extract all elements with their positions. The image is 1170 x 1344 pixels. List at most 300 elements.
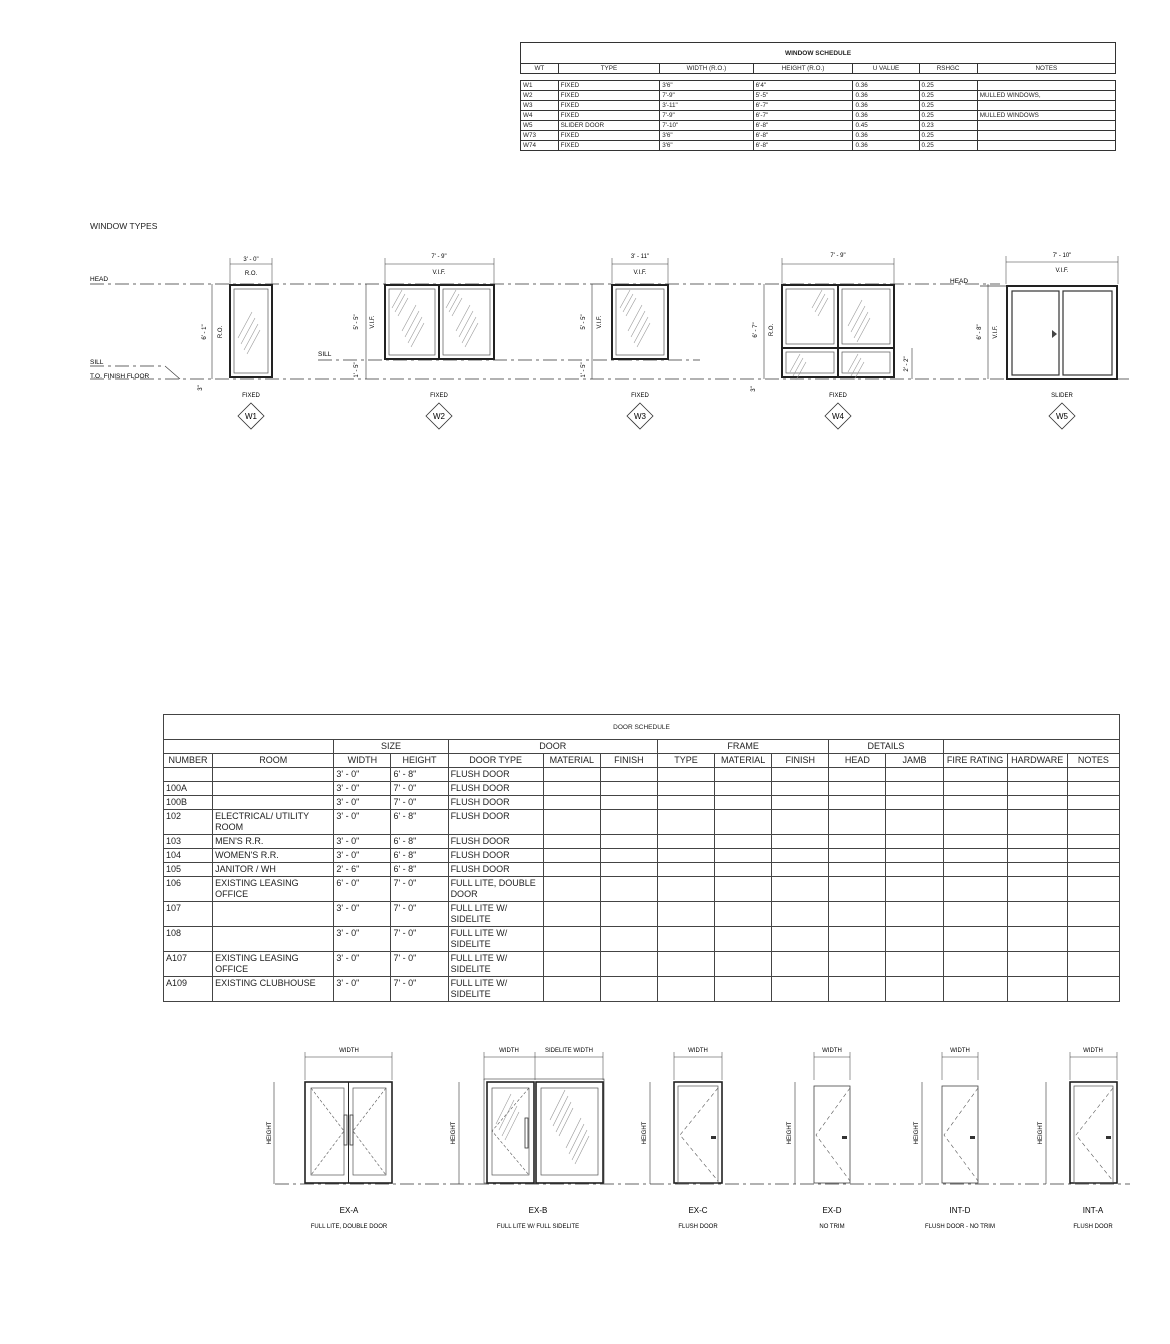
window-schedule-cell: W73: [521, 131, 559, 141]
door-schedule-cell: [1007, 902, 1067, 927]
door-schedule-cell: EXISTING CLUBHOUSE: [213, 977, 334, 1002]
door-schedule-cell: [772, 796, 829, 810]
door-schedule-cell: FLUSH DOOR: [448, 810, 543, 835]
door-schedule-cell: [1067, 902, 1119, 927]
window-schedule-col-header: RSHGC: [919, 64, 977, 74]
int-a-width-label: WIDTH: [1083, 1048, 1103, 1054]
door-type-ex-d: [787, 1048, 850, 1230]
window-schedule-cell: W74: [521, 141, 559, 151]
door-schedule-cell: [1007, 835, 1067, 849]
head-label: HEAD: [90, 276, 109, 283]
door-schedule-col-header: HEIGHT: [391, 754, 448, 768]
door-schedule-cell: [829, 768, 886, 782]
w3-type: FIXED: [631, 393, 649, 399]
door-schedule-cell: [715, 782, 772, 796]
door-schedule-cell: 3' - 0": [334, 782, 391, 796]
door-schedule-cell: 108: [164, 927, 213, 952]
window-w2: [318, 254, 494, 429]
door-schedule-cell: [600, 768, 657, 782]
door-schedule-cell: [1007, 952, 1067, 977]
door-schedule-cell: [543, 835, 600, 849]
window-schedule-cell: 6'-7": [753, 111, 853, 121]
w4-type: FIXED: [829, 393, 847, 399]
door-schedule-cell: [543, 768, 600, 782]
door-schedule-cell: [1067, 835, 1119, 849]
w4-height-dim: 6' - 7": [753, 322, 759, 338]
w2-sill-dim: 1' - 5": [354, 362, 360, 378]
door-schedule-cell: 104: [164, 849, 213, 863]
window-schedule-row: [521, 121, 1116, 131]
door-schedule-cell: [213, 927, 334, 952]
door-schedule-cell: [657, 977, 714, 1002]
window-schedule-cell: W3: [521, 101, 559, 111]
door-schedule-cell: A109: [164, 977, 213, 1002]
door-schedule-cell: 7' - 0": [391, 796, 448, 810]
door-schedule-cell: [829, 835, 886, 849]
door-schedule-cell: [772, 977, 829, 1002]
window-schedule-cell: 6'-8": [753, 131, 853, 141]
w4-sill-dim: 3": [751, 386, 757, 392]
door-schedule-cell: [772, 810, 829, 835]
w3-width-dim: 3' - 11": [630, 254, 650, 260]
door-schedule-cell: [886, 977, 943, 1002]
window-schedule-cell: FIXED: [558, 81, 660, 91]
window-schedule-cell: 5'-5": [753, 91, 853, 101]
door-schedule-cell: [1067, 810, 1119, 835]
door-schedule-row: [164, 835, 1120, 849]
door-schedule-cell: [943, 835, 1007, 849]
door-schedule-cell: [943, 977, 1007, 1002]
door-schedule-cell: [943, 796, 1007, 810]
window-schedule-cell: W1: [521, 81, 559, 91]
door-schedule-cell: [715, 796, 772, 810]
door-schedule-cell: [600, 927, 657, 952]
door-schedule-cell: [943, 877, 1007, 902]
door-schedule-cell: 103: [164, 835, 213, 849]
door-schedule-cell: [213, 768, 334, 782]
w3-height-note: V.I.F.: [597, 315, 603, 329]
door-schedule-cell: A107: [164, 952, 213, 977]
window-schedule-cell: 0.25: [919, 91, 977, 101]
ex-d-height-label: HEIGHT: [787, 1121, 793, 1145]
door-schedule-cell: [886, 877, 943, 902]
window-schedule-cell: 0.25: [919, 131, 977, 141]
w2-tag: W2: [433, 412, 445, 421]
window-schedule-row: [521, 141, 1116, 151]
door-schedule-cell: FLUSH DOOR: [448, 768, 543, 782]
door-schedule-cell: [886, 927, 943, 952]
door-schedule-cell: [886, 863, 943, 877]
ex-a-desc: FULL LITE, DOUBLE DOOR: [310, 1224, 388, 1230]
window-schedule-cell: 7'-9": [660, 111, 753, 121]
door-schedule-cell: [543, 877, 600, 902]
door-schedule-cell: 105: [164, 863, 213, 877]
window-schedule-cell: [977, 121, 1115, 131]
int-d-code: INT-D: [949, 1206, 971, 1215]
window-schedule-cell: 0.36: [853, 131, 919, 141]
ex-d-code: EX-D: [822, 1206, 842, 1215]
door-schedule-cell: [715, 849, 772, 863]
door-schedule-row: [164, 952, 1120, 977]
door-schedule-cell: MEN'S R.R.: [213, 835, 334, 849]
door-schedule-cell: [600, 849, 657, 863]
door-schedule-row: [164, 877, 1120, 902]
door-schedule-col-header: NUMBER: [164, 754, 213, 768]
window-w1: [198, 257, 272, 429]
door-schedule-cell: [943, 952, 1007, 977]
door-schedule-cell: [657, 902, 714, 927]
ex-a-height-label: HEIGHT: [267, 1121, 273, 1145]
w5-tag: W5: [1056, 412, 1068, 421]
door-schedule-cell: [543, 977, 600, 1002]
w1-type: FIXED: [242, 393, 260, 399]
window-schedule-col-header: WT: [521, 64, 559, 74]
door-schedule-row: [164, 902, 1120, 927]
w4-tag: W4: [832, 412, 844, 421]
int-d-desc: FLUSH DOOR - NO TRIM: [925, 1224, 995, 1230]
w5-height-dim: 6' - 8": [977, 324, 983, 340]
door-schedule-cell: 3' - 0": [334, 902, 391, 927]
door-schedule-cell: WOMEN'S R.R.: [213, 849, 334, 863]
door-schedule-cell: 3' - 0": [334, 927, 391, 952]
door-schedule-cell: [715, 835, 772, 849]
door-schedule-cell: [943, 927, 1007, 952]
window-schedule-cell: 6'-8": [753, 121, 853, 131]
door-schedule-cell: [829, 977, 886, 1002]
w3-sill-dim: 1' - 5": [581, 362, 587, 378]
door-schedule-col-header: TYPE: [657, 754, 714, 768]
door-type-ex-a: [267, 1048, 392, 1230]
door-schedule-cell: 7' - 0": [391, 877, 448, 902]
door-schedule-cell: [213, 782, 334, 796]
door-schedule-cell: 3' - 0": [334, 835, 391, 849]
door-schedule-cell: [829, 902, 886, 927]
door-schedule-cell: [943, 863, 1007, 877]
w2-type: FIXED: [430, 393, 448, 399]
door-schedule-cell: [943, 768, 1007, 782]
door-schedule-cell: [772, 863, 829, 877]
ex-c-width-label: WIDTH: [688, 1048, 708, 1054]
door-schedule-cell: [657, 835, 714, 849]
door-schedule-cell: [1007, 877, 1067, 902]
door-schedule-cell: [772, 849, 829, 863]
door-schedule-cell: [1067, 796, 1119, 810]
door-schedule-cell: 7' - 0": [391, 902, 448, 927]
window-schedule-title: WINDOW SCHEDULE: [521, 43, 1116, 64]
door-schedule-cell: FULL LITE, DOUBLE DOOR: [448, 877, 543, 902]
door-schedule-cell: [657, 952, 714, 977]
w2-height-note: V.I.F.: [370, 315, 376, 329]
door-schedule-cell: [886, 902, 943, 927]
door-schedule: [163, 714, 1120, 1002]
window-schedule-cell: 0.23: [919, 121, 977, 131]
door-schedule-cell: [886, 782, 943, 796]
window-schedule-cell: SLIDER DOOR: [558, 121, 660, 131]
door-schedule-cell: [772, 782, 829, 796]
int-a-code: INT-A: [1082, 1206, 1104, 1215]
window-schedule-cell: [977, 81, 1115, 91]
window-schedule-cell: 0.36: [853, 91, 919, 101]
window-schedule-cell: 6'-7": [753, 101, 853, 111]
ex-c-height-label: HEIGHT: [642, 1121, 648, 1145]
ex-a-code: EX-A: [339, 1206, 359, 1215]
ex-b-sidelite-label: SIDELITE WIDTH: [544, 1048, 594, 1054]
window-types-title: WINDOW TYPES: [90, 221, 158, 231]
window-schedule-cell: 3'6": [660, 141, 753, 151]
window-schedule-cell: FIXED: [558, 111, 660, 121]
door-schedule-cell: ELECTRICAL/ UTILITY ROOM: [213, 810, 334, 835]
int-d-width-label: WIDTH: [950, 1048, 970, 1054]
door-schedule-cell: 106: [164, 877, 213, 902]
door-schedule-title: DOOR SCHEDULE: [164, 715, 1120, 740]
door-schedule-cell: [164, 768, 213, 782]
door-schedule-cell: [600, 782, 657, 796]
window-schedule-cell: W5: [521, 121, 559, 131]
door-schedule-cell: [772, 768, 829, 782]
ex-d-width-label: WIDTH: [822, 1048, 842, 1054]
door-schedule-cell: [829, 952, 886, 977]
door-schedule-cell: [886, 835, 943, 849]
door-schedule-cell: [600, 877, 657, 902]
window-schedule-col-header: U VALUE: [853, 64, 919, 74]
door-schedule-cell: [772, 877, 829, 902]
door-schedule-cell: [213, 902, 334, 927]
door-schedule-cell: [1067, 863, 1119, 877]
door-schedule-col-header: FINISH: [600, 754, 657, 768]
door-schedule-cell: 6' - 8": [391, 835, 448, 849]
int-a-height-label: HEIGHT: [1038, 1121, 1044, 1145]
door-schedule-col-header: MATERIAL: [543, 754, 600, 768]
door-schedule-cell: [886, 810, 943, 835]
door-schedule-cell: [1067, 768, 1119, 782]
window-w5: [977, 253, 1118, 429]
door-schedule-cell: [715, 977, 772, 1002]
w1-tag: W1: [245, 412, 257, 421]
door-schedule-cell: 6' - 8": [391, 768, 448, 782]
window-schedule-cell: 0.25: [919, 81, 977, 91]
door-schedule-cell: [1007, 977, 1067, 1002]
w4-height-note: R.O.: [769, 323, 775, 337]
door-schedule-cell: 2' - 6": [334, 863, 391, 877]
door-schedule-cell: 6' - 8": [391, 849, 448, 863]
door-schedule-cell: [715, 768, 772, 782]
door-schedule-cell: [1067, 977, 1119, 1002]
door-schedule-cell: [1007, 768, 1067, 782]
door-schedule-cell: 6' - 8": [391, 810, 448, 835]
door-schedule-cell: FLUSH DOOR: [448, 849, 543, 863]
window-schedule-cell: 6'4": [753, 81, 853, 91]
door-schedule-cell: 102: [164, 810, 213, 835]
window-schedule-cell: FIXED: [558, 141, 660, 151]
window-schedule-cell: 3'6": [660, 81, 753, 91]
door-schedule-cell: [715, 952, 772, 977]
window-schedule-row: [521, 101, 1116, 111]
door-schedule-cell: [600, 952, 657, 977]
w3-tag: W3: [634, 412, 646, 421]
door-type-int-a: [1038, 1048, 1117, 1230]
door-schedule-cell: FLUSH DOOR: [448, 796, 543, 810]
w1-height-note: R.O.: [218, 325, 224, 339]
details-group-header: DETAILS: [829, 740, 943, 754]
window-schedule-cell: 0.25: [919, 111, 977, 121]
window-schedule-cell: 0.36: [853, 141, 919, 151]
door-schedule-cell: 6' - 0": [334, 877, 391, 902]
door-schedule-cell: 3' - 0": [334, 849, 391, 863]
door-schedule-col-header: MATERIAL: [715, 754, 772, 768]
door-type-int-d: [914, 1048, 995, 1230]
door-schedule-cell: [543, 902, 600, 927]
door-schedule-cell: 7' - 0": [391, 927, 448, 952]
door-schedule-cell: 3' - 0": [334, 952, 391, 977]
size-group-header: SIZE: [334, 740, 448, 754]
w2-sill-label: SILL: [318, 351, 332, 358]
door-schedule-cell: [715, 902, 772, 927]
door-schedule-cell: 100B: [164, 796, 213, 810]
window-schedule-cell: 3'-11": [660, 101, 753, 111]
ex-b-desc: FULL LITE W/ FULL SIDELITE: [496, 1224, 580, 1230]
door-schedule-cell: [657, 796, 714, 810]
window-schedule-cell: 3'6": [660, 131, 753, 141]
door-schedule-col-header: HEAD: [829, 754, 886, 768]
door-schedule-cell: [543, 810, 600, 835]
door-schedule-row: [164, 849, 1120, 863]
w5-height-note: V.I.F.: [993, 325, 999, 339]
window-schedule-row: [521, 111, 1116, 121]
door-schedule-row: [164, 863, 1120, 877]
door-schedule-cell: 107: [164, 902, 213, 927]
door-schedule-cell: [715, 810, 772, 835]
door-schedule-cell: 3' - 0": [334, 977, 391, 1002]
door-type-ex-c: [642, 1048, 722, 1230]
door-schedule-cell: [600, 902, 657, 927]
door-schedule-cell: [829, 810, 886, 835]
door-schedule-cell: [543, 796, 600, 810]
door-schedule-cell: [829, 782, 886, 796]
window-schedule-cell: FIXED: [558, 91, 660, 101]
door-schedule-cell: [715, 863, 772, 877]
window-schedule-cell: FIXED: [558, 101, 660, 111]
door-schedule-col-header: HARDWARE: [1007, 754, 1067, 768]
w2-width-dim: 7' - 9": [431, 254, 447, 260]
door-schedule-cell: [772, 835, 829, 849]
door-schedule-cell: FULL LITE W/ SIDELITE: [448, 952, 543, 977]
door-schedule-cell: 7' - 0": [391, 977, 448, 1002]
ex-c-code: EX-C: [688, 1206, 708, 1215]
door-schedule-cell: [657, 927, 714, 952]
door-schedule-cell: [1067, 927, 1119, 952]
door-schedule-cell: [1067, 877, 1119, 902]
sill-label: SILL: [90, 359, 104, 366]
window-schedule-cell: W4: [521, 111, 559, 121]
door-schedule-cell: FULL LITE W/ SIDELITE: [448, 977, 543, 1002]
door-schedule-cell: 7' - 0": [391, 782, 448, 796]
door-schedule-cell: [943, 782, 1007, 796]
door-schedule-cell: [943, 902, 1007, 927]
door-schedule-cell: [1067, 952, 1119, 977]
window-schedule-cell: 0.45: [853, 121, 919, 131]
door-schedule-col-header: FIRE RATING: [943, 754, 1007, 768]
door-schedule-cell: [886, 796, 943, 810]
door-schedule-header-row: [164, 754, 1120, 768]
door-schedule-cell: EXISTING LEASING OFFICE: [213, 877, 334, 902]
door-schedule-cell: [772, 902, 829, 927]
int-a-desc: FLUSH DOOR: [1073, 1224, 1113, 1230]
w2-height-dim: 5' - 5": [354, 314, 360, 330]
w1-width-note: R.O.: [244, 271, 258, 277]
door-schedule-cell: [886, 952, 943, 977]
door-schedule-cell: [657, 810, 714, 835]
door-schedule-cell: 3' - 0": [334, 768, 391, 782]
door-schedule-cell: FLUSH DOOR: [448, 863, 543, 877]
door-schedule-cell: EXISTING LEASING OFFICE: [213, 952, 334, 977]
w3-width-note: V.I.F.: [633, 270, 647, 276]
w5-width-dim: 7' - 10": [1052, 253, 1072, 259]
door-schedule-cell: [600, 796, 657, 810]
window-schedule-row: [521, 91, 1116, 101]
door-schedule-row: [164, 796, 1120, 810]
door-schedule-cell: [943, 849, 1007, 863]
window-schedule-cell: [977, 141, 1115, 151]
door-schedule-row: [164, 810, 1120, 835]
door-schedule-cell: [543, 952, 600, 977]
door-schedule-col-header: FINISH: [772, 754, 829, 768]
door-schedule-cell: [829, 877, 886, 902]
window-schedule-col-header: HEIGHT (R.O.): [753, 64, 853, 74]
window-schedule-cell: 7'-9": [660, 91, 753, 101]
w5-width-note: V.I.F.: [1055, 268, 1069, 274]
window-w3: [581, 254, 668, 429]
door-schedule-cell: [543, 927, 600, 952]
window-types-drawing: [0, 240, 1170, 440]
door-schedule-row: [164, 782, 1120, 796]
door-schedule-cell: FLUSH DOOR: [448, 835, 543, 849]
door-schedule-cell: 3' - 0": [334, 810, 391, 835]
window-schedule-row: [521, 131, 1116, 141]
window-schedule-cell: MULLED WINDOWS: [977, 111, 1115, 121]
door-schedule-row: [164, 768, 1120, 782]
door-schedule-cell: [715, 877, 772, 902]
door-schedule-cell: 100A: [164, 782, 213, 796]
door-schedule-cell: [1007, 782, 1067, 796]
door-schedule-cell: [886, 768, 943, 782]
w2-width-note: V.I.F.: [432, 270, 446, 276]
ex-b-height-label: HEIGHT: [451, 1121, 457, 1145]
door-schedule-cell: [829, 796, 886, 810]
int-d-height-label: HEIGHT: [914, 1121, 920, 1145]
w1-width-dim: 3' - 0": [243, 257, 259, 263]
door-schedule-cell: FULL LITE W/ SIDELITE: [448, 902, 543, 927]
window-schedule-cell: 0.25: [919, 141, 977, 151]
door-schedule-col-header: DOOR TYPE: [448, 754, 543, 768]
door-schedule-cell: [1067, 849, 1119, 863]
door-schedule-cell: [1007, 863, 1067, 877]
window-schedule-row: [521, 81, 1116, 91]
window-schedule-cell: [977, 101, 1115, 111]
door-schedule-cell: [1007, 927, 1067, 952]
frame-group-header: FRAME: [657, 740, 828, 754]
w4-width-dim: 7' - 9": [830, 253, 846, 259]
window-schedule-cell: 7'-10": [660, 121, 753, 131]
w4-lower-dim: 2' - 2": [904, 356, 910, 372]
door-schedule-cell: [657, 877, 714, 902]
window-schedule-cell: FIXED: [558, 131, 660, 141]
door-schedule-col-header: NOTES: [1067, 754, 1119, 768]
w5-type: SLIDER: [1051, 393, 1073, 399]
door-schedule-cell: [600, 977, 657, 1002]
floor-label: T.O. FINISH FLOOR: [90, 373, 150, 380]
ex-b-width-label: WIDTH: [499, 1048, 519, 1054]
door-schedule-cell: [543, 782, 600, 796]
